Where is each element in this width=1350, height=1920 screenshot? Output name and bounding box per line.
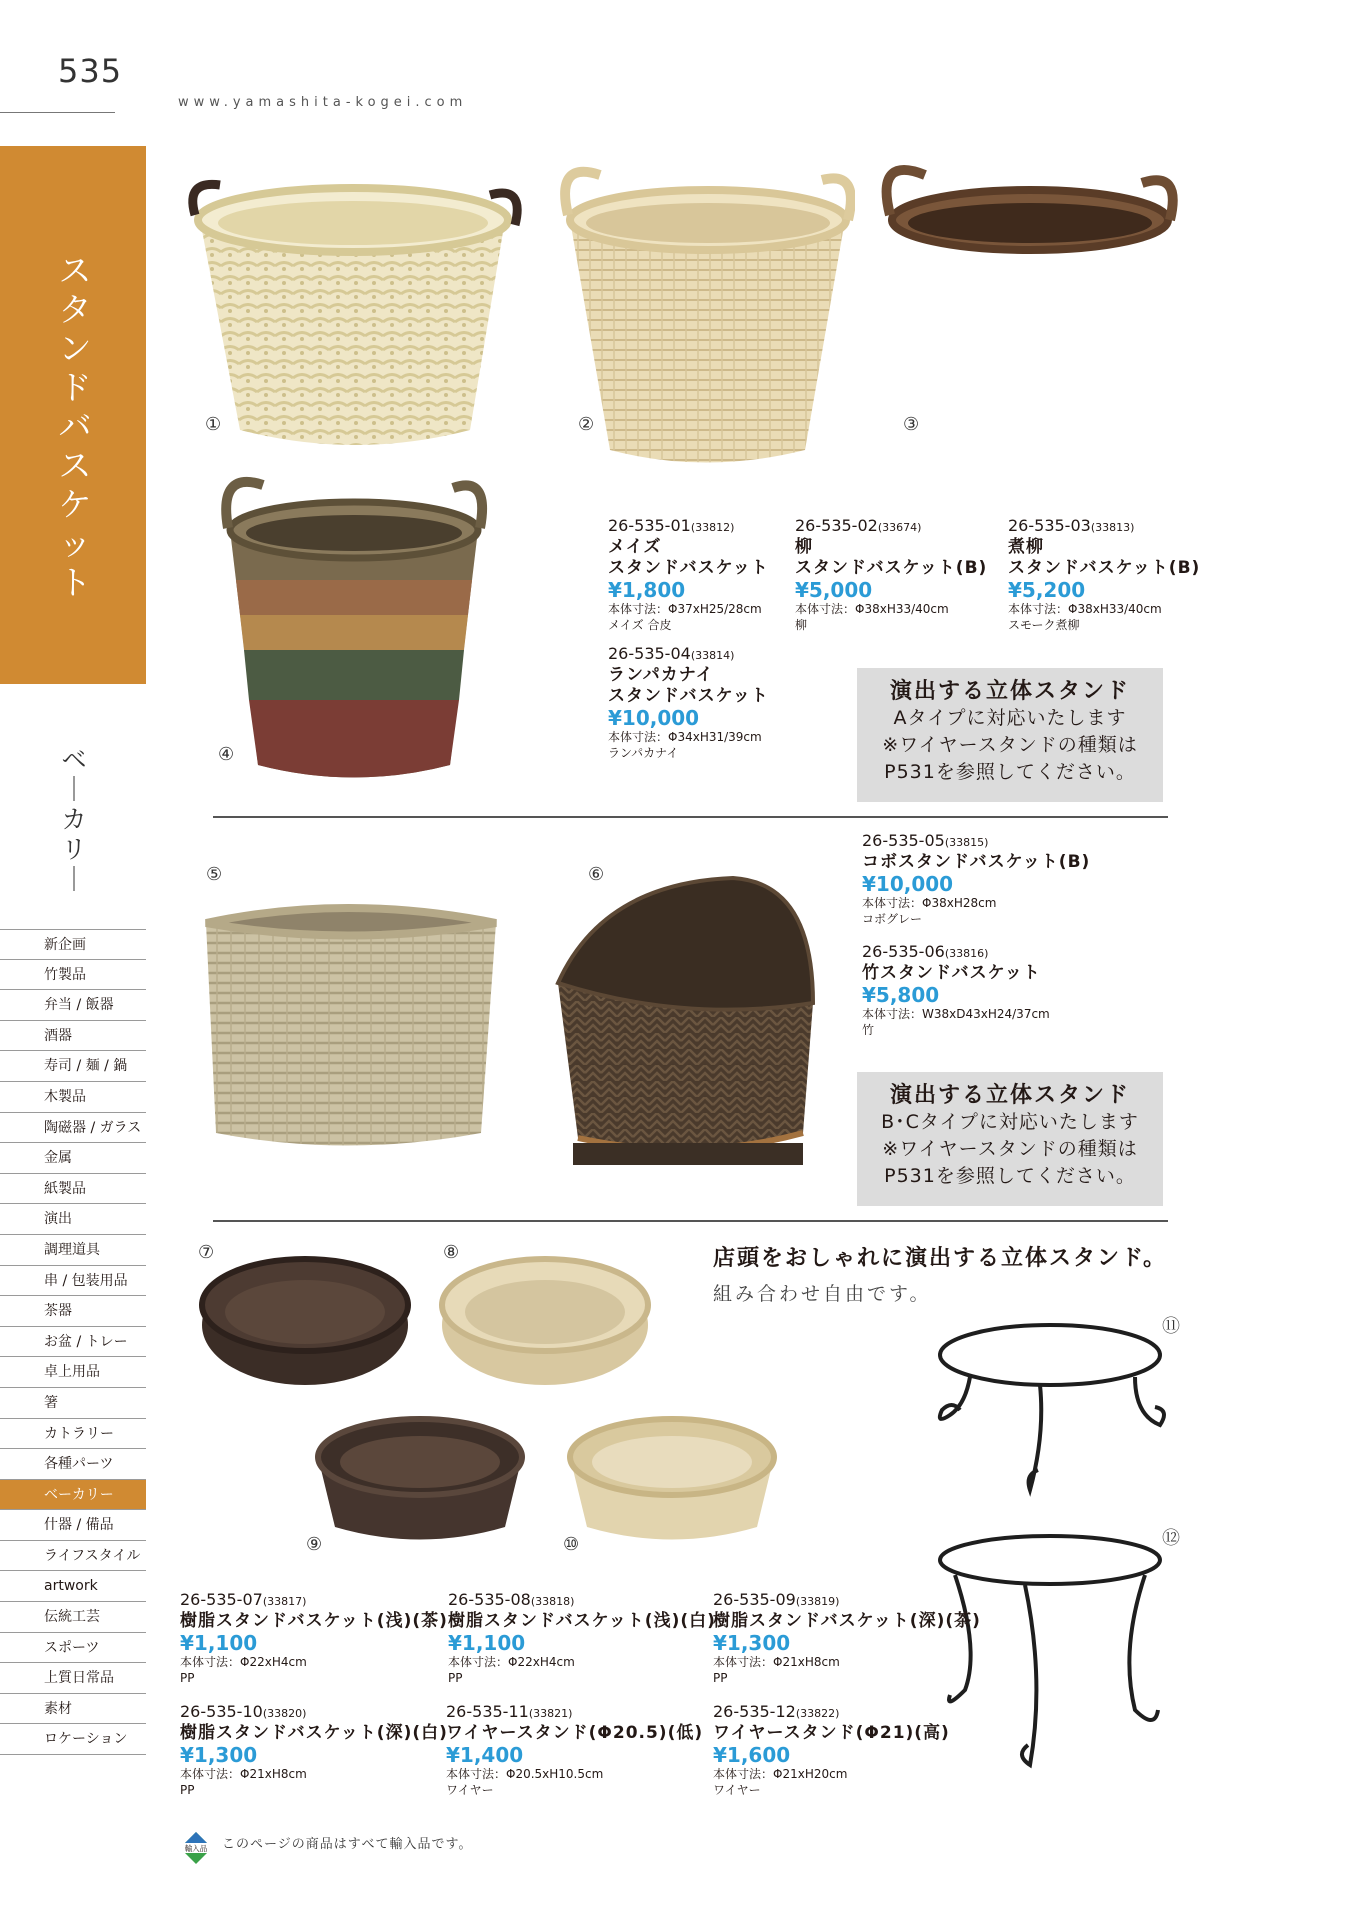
- product-code: 26-535-07: [180, 1590, 263, 1609]
- item-number: ⑧: [443, 1242, 460, 1263]
- sidebar-nav-item[interactable]: 箸: [0, 1388, 146, 1419]
- product-name: 樹脂スタンドバスケット(深)(茶): [713, 1611, 981, 1631]
- product-material: ワイヤー: [446, 1783, 494, 1797]
- callout-type-a: [857, 668, 1163, 802]
- callout-line: P531を参照してください。: [884, 1165, 1136, 1187]
- product-spec: 本体寸法：Φ21xH8cm: [713, 1655, 840, 1669]
- section-title-char: ｜: [61, 865, 87, 894]
- callout-line: ※ワイヤースタンドの種類は: [882, 1138, 1138, 1160]
- sidebar-nav-item[interactable]: ベーカリー: [0, 1480, 146, 1511]
- sidebar-nav-item[interactable]: 木製品: [0, 1082, 146, 1113]
- item-number: ④: [218, 744, 235, 765]
- product-price: ¥10,000: [608, 706, 700, 730]
- product-name: コボスタンドバスケット(B): [862, 852, 1091, 872]
- callout-line: B･Cタイプに対応いたします: [881, 1111, 1139, 1133]
- sidebar-nav-item[interactable]: 各種パーツ: [0, 1449, 146, 1480]
- product-image-willow-basket: [560, 155, 855, 475]
- product-subcode: (33818): [530, 1595, 575, 1608]
- product-spec: 本体寸法：Φ21xH20cm: [713, 1767, 848, 1781]
- sidebar-nav-item[interactable]: ライフスタイル: [0, 1541, 146, 1572]
- product-code: 26-535-04: [608, 644, 691, 663]
- product-name: スタンドバスケット(B): [1008, 558, 1201, 578]
- product-code: 26-535-01: [608, 516, 691, 535]
- product-subcode: (33820): [262, 1707, 307, 1720]
- page-number: 535: [58, 52, 123, 90]
- product-26-535-12: [713, 1703, 983, 1798]
- product-price: ¥1,300: [180, 1743, 258, 1767]
- product-name: ランパカナイ: [608, 665, 714, 685]
- product-material: コボグレー: [862, 912, 923, 926]
- product-price: ¥5,000: [795, 578, 873, 602]
- category-title-char: ケ: [58, 485, 92, 524]
- product-image-resin-deep-brown: [310, 1402, 530, 1552]
- sidebar-nav-item[interactable]: 上質日常品: [0, 1663, 146, 1694]
- item-number: ⑥: [588, 864, 605, 885]
- product-material: PP: [713, 1671, 728, 1685]
- product-material: 柳: [795, 618, 808, 632]
- product-image-smoked-willow-basket: [880, 155, 1180, 480]
- product-price: ¥5,200: [1008, 578, 1086, 602]
- product-image-lampakanai-basket: [218, 470, 490, 790]
- product-name: 煮柳: [1008, 537, 1044, 557]
- product-material: メイズ 合皮: [608, 618, 672, 632]
- item-number: ③: [903, 414, 920, 435]
- product-price: ¥1,400: [446, 1743, 524, 1767]
- promo-subline: 組み合わせ自由です。: [713, 1283, 932, 1305]
- product-subcode: (33816): [944, 947, 989, 960]
- category-title-char: ス: [58, 251, 92, 290]
- product-material: ランパカナイ: [608, 746, 679, 760]
- promo-headline: 店頭をおしゃれに演出する立体スタンド。: [713, 1246, 1168, 1271]
- product-name: 樹脂スタンドバスケット(浅)(白): [448, 1611, 716, 1631]
- product-26-535-04: [608, 645, 808, 761]
- product-26-535-10: [180, 1703, 450, 1798]
- callout-title: 演出する立体スタンド: [889, 679, 1130, 704]
- item-number: ①: [205, 414, 222, 435]
- sidebar-nav-item[interactable]: artwork: [0, 1571, 146, 1602]
- page-number-rule: [0, 112, 115, 113]
- product-code: 26-535-08: [448, 1590, 531, 1609]
- callout-line: ※ワイヤースタンドの種類は: [882, 734, 1138, 756]
- site-url[interactable]: www.yamashita-kogei.com: [178, 95, 468, 110]
- product-image-resin-shallow-brown: [198, 1250, 413, 1390]
- sidebar-nav-item[interactable]: 素材: [0, 1694, 146, 1725]
- sidebar-nav-item[interactable]: 寿司 / 麺 / 鍋: [0, 1051, 146, 1082]
- sidebar-nav-item[interactable]: 串 / 包装用品: [0, 1266, 146, 1297]
- section-divider: [213, 816, 1168, 818]
- callout-title: 演出する立体スタンド: [889, 1083, 1130, 1108]
- category-title-char: ン: [58, 329, 92, 368]
- product-name: スタンドバスケット(B): [795, 558, 988, 578]
- product-spec: 本体寸法：Φ38xH33/40cm: [795, 602, 949, 616]
- product-name: スタンドバスケット: [608, 686, 769, 706]
- sidebar-nav-item[interactable]: 紙製品: [0, 1174, 146, 1205]
- product-26-535-06: [862, 943, 1122, 1038]
- product-name: 柳: [795, 537, 813, 557]
- sidebar-nav-item[interactable]: 弁当 / 飯器: [0, 990, 146, 1021]
- product-26-535-08: [448, 1591, 718, 1686]
- sidebar-nav-item[interactable]: 茶器: [0, 1296, 146, 1327]
- category-tab: [0, 146, 146, 684]
- product-26-535-07: [180, 1591, 450, 1686]
- product-26-535-03: [1008, 517, 1218, 633]
- product-material: スモーク煮柳: [1008, 618, 1080, 632]
- category-title-char: バ: [58, 407, 92, 446]
- product-name: スタンドバスケット: [608, 558, 769, 578]
- item-number: ⑤: [206, 864, 223, 885]
- section-title-char: カ: [61, 805, 87, 834]
- sidebar-nav-item[interactable]: 金属: [0, 1143, 146, 1174]
- item-number: ②: [578, 414, 595, 435]
- item-number: ⑦: [198, 1242, 215, 1263]
- product-subcode: (33821): [528, 1707, 573, 1720]
- product-image-bamboo-basket: [553, 873, 828, 1193]
- product-26-535-05: [862, 832, 1122, 927]
- callout-line: P531を参照してください。: [884, 761, 1136, 783]
- product-subcode: (33674): [877, 521, 922, 534]
- product-spec: 本体寸法：Φ38xH28cm: [862, 896, 997, 910]
- product-name: 竹スタンドバスケット: [862, 963, 1041, 983]
- sidebar-nav-item[interactable]: 卓上用品: [0, 1357, 146, 1388]
- product-image-wire-stand-low: [930, 1315, 1170, 1505]
- sidebar-nav-item[interactable]: カトラリー: [0, 1419, 146, 1450]
- sidebar-nav-item[interactable]: スポーツ: [0, 1633, 146, 1664]
- product-code: 26-535-10: [180, 1702, 263, 1721]
- product-spec: 本体寸法：Φ22xH4cm: [448, 1655, 575, 1669]
- product-code: 26-535-12: [713, 1702, 796, 1721]
- product-image-maize-basket: [185, 175, 525, 460]
- product-subcode: (33819): [795, 1595, 840, 1608]
- callout-type-bc: [857, 1072, 1163, 1206]
- section-title-char: ｜: [61, 775, 87, 804]
- sidebar-nav-item[interactable]: お盆 / トレー: [0, 1327, 146, 1358]
- product-subcode: (33814): [690, 649, 735, 662]
- product-price: ¥1,600: [713, 1743, 791, 1767]
- category-title-char: ッ: [58, 524, 92, 563]
- section-title-char: リ: [61, 835, 87, 864]
- product-subcode: (33813): [1090, 521, 1135, 534]
- item-number: ⑪: [1162, 1316, 1180, 1337]
- product-spec: 本体寸法：W38xD43xH24/37cm: [862, 1007, 1050, 1021]
- product-price: ¥1,300: [713, 1631, 791, 1655]
- category-title-char: ス: [58, 446, 92, 485]
- product-26-535-02: [795, 517, 1005, 633]
- product-26-535-09: [713, 1591, 993, 1686]
- product-image-resin-shallow-white: [438, 1250, 653, 1390]
- sidebar-nav-item[interactable]: 竹製品: [0, 960, 146, 991]
- product-name: ワイヤースタンド(Φ20.5)(低): [446, 1723, 704, 1743]
- product-code: 26-535-11: [446, 1702, 529, 1721]
- section-title: [56, 745, 92, 895]
- product-price: ¥1,800: [608, 578, 686, 602]
- sidebar-nav-item[interactable]: 演出: [0, 1204, 146, 1235]
- product-subcode: (33822): [795, 1707, 840, 1720]
- section-title-char: ベ: [61, 745, 87, 774]
- product-subcode: (33812): [690, 521, 735, 534]
- footer-note: このページの商品はすべて輸入品です。: [222, 1837, 473, 1852]
- product-image-kobo-basket: [196, 878, 506, 1158]
- product-image-resin-deep-white: [562, 1402, 782, 1552]
- product-spec: 本体寸法：Φ34xH31/39cm: [608, 730, 762, 744]
- category-title: [55, 251, 95, 602]
- product-spec: 本体寸法：Φ37xH25/28cm: [608, 602, 762, 616]
- product-name: ワイヤースタンド(Φ21)(高): [713, 1723, 950, 1743]
- product-name: 樹脂スタンドバスケット(深)(白): [180, 1723, 448, 1743]
- product-material: PP: [180, 1671, 195, 1685]
- sidebar-nav-item[interactable]: 什器 / 備品: [0, 1510, 146, 1541]
- product-material: 竹: [862, 1023, 875, 1037]
- product-subcode: (33815): [944, 836, 989, 849]
- category-title-char: ド: [58, 368, 92, 407]
- product-material: PP: [180, 1783, 195, 1797]
- sidebar-nav-item[interactable]: ロケーション: [0, 1724, 146, 1755]
- sidebar-nav-item[interactable]: 酒器: [0, 1021, 146, 1052]
- product-material: PP: [448, 1671, 463, 1685]
- product-26-535-11: [446, 1703, 716, 1798]
- product-name: 樹脂スタンドバスケット(浅)(茶): [180, 1611, 448, 1631]
- item-number: ⑨: [306, 1534, 323, 1555]
- product-code: 26-535-02: [795, 516, 878, 535]
- import-badge-icon: [178, 1830, 214, 1866]
- product-price: ¥10,000: [862, 872, 954, 896]
- sidebar-nav-item[interactable]: 陶磁器 / ガラス: [0, 1113, 146, 1144]
- item-number: ⑫: [1162, 1528, 1180, 1549]
- product-code: 26-535-03: [1008, 516, 1091, 535]
- category-title-char: ト: [58, 563, 92, 602]
- product-material: ワイヤー: [713, 1783, 761, 1797]
- sidebar-nav-item[interactable]: 調理道具: [0, 1235, 146, 1266]
- category-title-char: タ: [58, 290, 92, 329]
- product-spec: 本体寸法：Φ38xH33/40cm: [1008, 602, 1162, 616]
- product-price: ¥5,800: [862, 983, 940, 1007]
- item-number: ⑩: [563, 1534, 580, 1555]
- import-badge-label: 輸入品: [184, 1844, 208, 1853]
- product-code: 26-535-09: [713, 1590, 796, 1609]
- product-26-535-01: [608, 517, 798, 633]
- product-price: ¥1,100: [448, 1631, 526, 1655]
- product-name: メイズ: [608, 537, 662, 557]
- product-spec: 本体寸法：Φ20.5xH10.5cm: [446, 1767, 604, 1781]
- callout-line: Aタイプに対応いたします: [893, 707, 1127, 729]
- sidebar-nav-item[interactable]: 伝統工芸: [0, 1602, 146, 1633]
- product-code: 26-535-06: [862, 942, 945, 961]
- product-subcode: (33817): [262, 1595, 307, 1608]
- sidebar-nav-item[interactable]: 新企画: [0, 929, 146, 960]
- sidebar-nav: [0, 929, 146, 1755]
- product-spec: 本体寸法：Φ21xH8cm: [180, 1767, 307, 1781]
- product-price: ¥1,100: [180, 1631, 258, 1655]
- product-code: 26-535-05: [862, 831, 945, 850]
- section-divider: [213, 1220, 1168, 1222]
- product-spec: 本体寸法：Φ22xH4cm: [180, 1655, 307, 1669]
